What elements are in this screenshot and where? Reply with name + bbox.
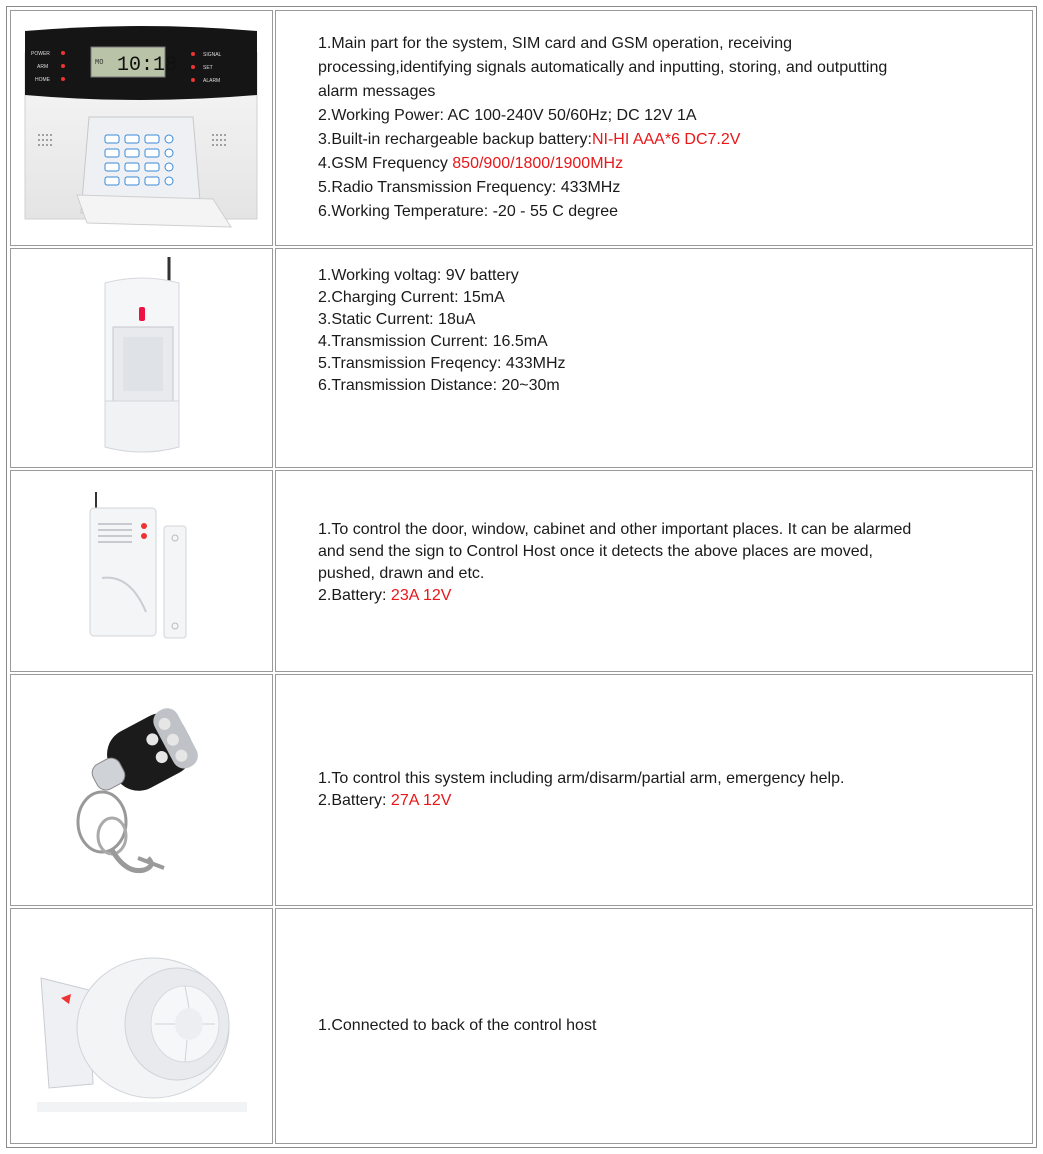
description-cell xyxy=(275,470,1033,672)
spec-value-highlight: NI-HI AAA*6 DC7.2V xyxy=(591,131,741,148)
table-row xyxy=(10,470,1033,672)
spec-value-highlight: 23A 12V xyxy=(390,587,452,604)
spec-line: 2.Working Power: AC 100-240V 50/60Hz; DC 12V 1A xyxy=(318,107,697,124)
siren-image xyxy=(27,938,257,1114)
led-label-signal: SIGNAL xyxy=(202,52,221,58)
spec-line xyxy=(318,152,887,176)
image-cell xyxy=(10,10,273,246)
description-text xyxy=(276,249,590,397)
spec-line xyxy=(318,790,844,812)
spec-line: 2.Charging Current: 15mA xyxy=(318,289,505,306)
description-cell xyxy=(275,248,1033,468)
image-cell xyxy=(10,674,273,906)
remote-keyfob-image xyxy=(52,690,232,890)
led-label-alarm: ALARM xyxy=(202,78,220,84)
spec-value-highlight: 27A 12V xyxy=(390,792,452,809)
description-cell xyxy=(275,10,1033,246)
led-label-set: SET xyxy=(202,65,213,71)
description-text xyxy=(276,32,911,224)
spec-line: pushed, drawn and etc. xyxy=(318,565,485,582)
table-row xyxy=(10,908,1033,1144)
spec-line: 6.Working Temperature: -20 - 55 C degree xyxy=(318,203,619,220)
spec-line: 1.Main part for the system, SIM card and GSM operation, receiving xyxy=(318,35,792,52)
spec-label: 3.Built-in rechargeable backup battery: xyxy=(318,131,592,148)
spec-line: 6.Transmission Distance: 20~30m xyxy=(318,377,560,394)
spec-line: 1.Working voltag: 9V battery xyxy=(318,267,519,284)
control-panel-image xyxy=(17,23,267,233)
description-text xyxy=(276,1015,620,1037)
spec-label: 2.Battery: xyxy=(318,792,391,809)
spec-line: 4.Transmission Current: 16.5mA xyxy=(318,333,548,350)
spec-line: alarm messages xyxy=(318,83,436,100)
spec-line: processing,identifying signals automatically and inputting, storing, and outputting xyxy=(318,59,888,76)
lcd-digits: 10:18 xyxy=(116,54,177,77)
spec-label: 2.Battery: xyxy=(318,587,391,604)
image-cell xyxy=(10,470,273,672)
spec-label: 4.GSM Frequency xyxy=(318,155,453,172)
led-label-arm: ARM xyxy=(36,64,48,70)
spec-line xyxy=(318,585,911,607)
door-sensor-image xyxy=(82,486,202,656)
spec-line xyxy=(318,128,887,152)
pir-detector-image xyxy=(77,251,207,465)
table-row xyxy=(10,674,1033,906)
description-text xyxy=(276,471,935,607)
spec-value-highlight: 850/900/1800/1900MHz xyxy=(452,155,624,172)
description-cell xyxy=(275,908,1033,1144)
led-label-home: HOME xyxy=(34,77,50,83)
spec-line: 3.Static Current: 18uA xyxy=(318,311,476,328)
description-cell xyxy=(275,674,1033,906)
led-label-power: POWER xyxy=(30,51,50,57)
spec-line: and send the sign to Control Host once it detects the above places are moved, xyxy=(318,543,873,560)
description-text xyxy=(276,768,868,812)
spec-line: 1.To control the door, window, cabinet and other important places. It can be alarmed xyxy=(318,521,912,538)
image-cell xyxy=(10,248,273,468)
lcd-small-text: MO xyxy=(94,59,103,67)
spec-line: 1.To control this system including arm/disarm/partial arm, emergency help. xyxy=(318,770,845,787)
table-row xyxy=(10,248,1033,468)
spec-line: 1.Connected to back of the control host xyxy=(318,1017,597,1034)
image-cell xyxy=(10,908,273,1144)
spec-line: 5.Transmission Freqency: 433MHz xyxy=(318,355,566,372)
spec-line: 5.Radio Transmission Frequency: 433MHz xyxy=(318,179,621,196)
table-row xyxy=(10,10,1033,246)
